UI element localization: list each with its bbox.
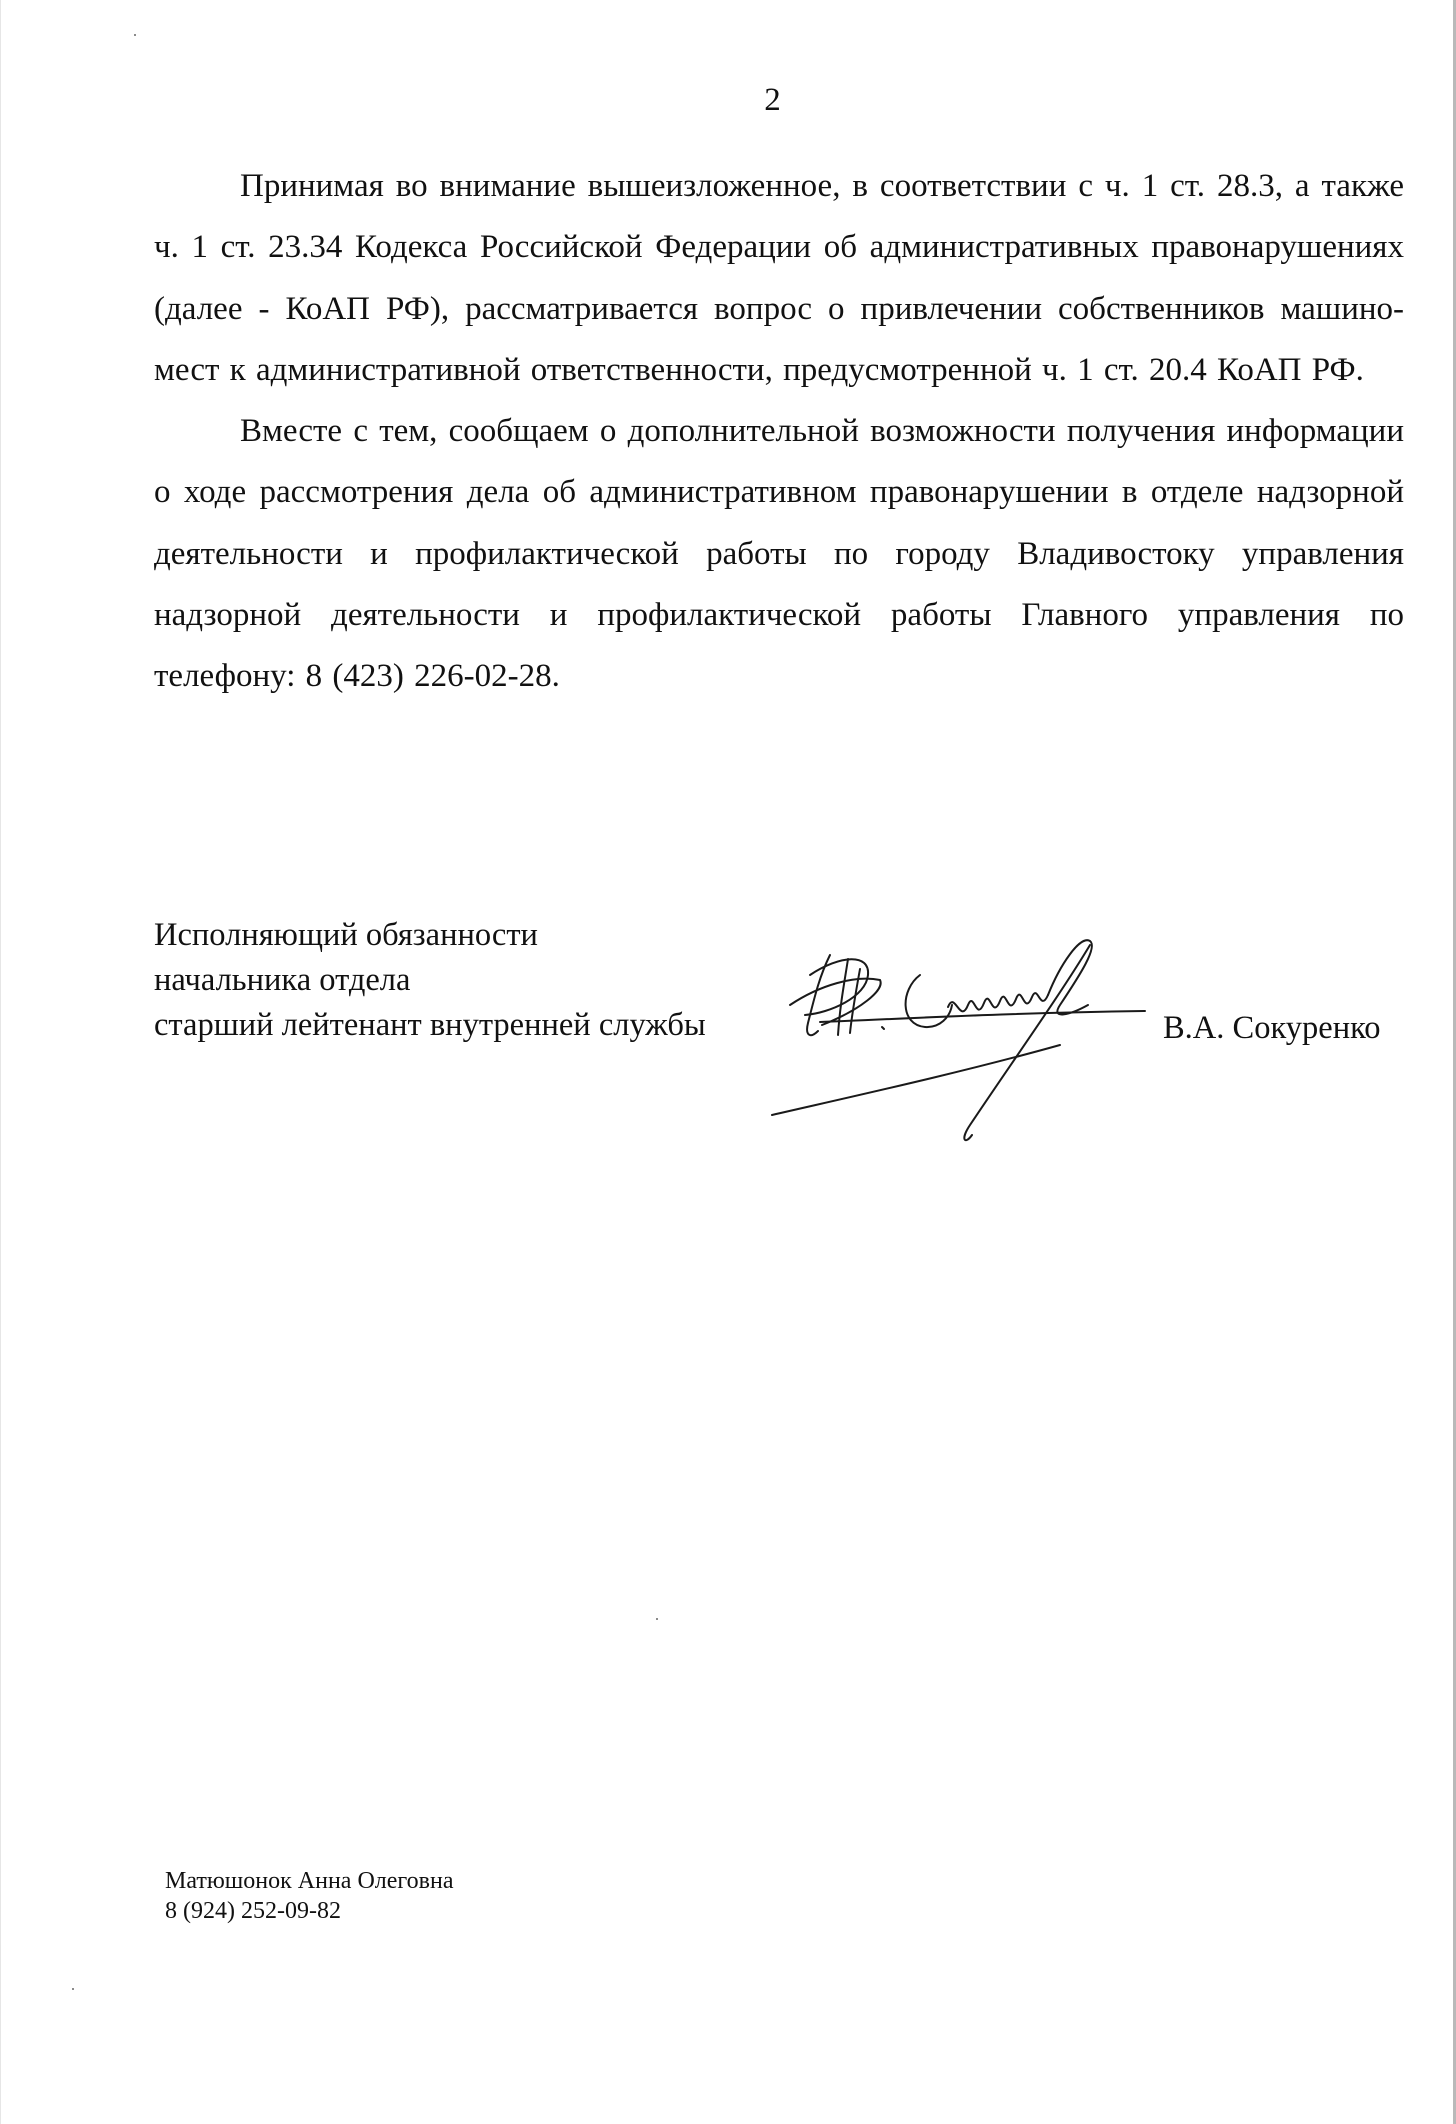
signatory-position <box>154 913 706 1048</box>
page-left-edge <box>0 0 1 2124</box>
executor-phone: 8 (924) 252-09-82 <box>165 1898 341 1924</box>
paragraph-legal-basis: Принимая во внимание вышеизложенное, в соответствии с ч. 1 ст. 28.3, а также ч. 1 ст. 23.34 Кодекса Российской Федерации об административных правонарушениях (далее - КоАП РФ), рассматривается вопрос о привлечении собственников машино-мест к административной ответственности, предусмотренной ч. 1 ст. 20.4 КоАП РФ. <box>154 168 1404 388</box>
scan-speck <box>134 34 136 36</box>
handwritten-signature <box>760 935 1160 1155</box>
signatory-name: В.А. Сокуренко <box>1163 1010 1381 1046</box>
scan-speck <box>72 1988 74 1990</box>
signatory-position-line: старший лейтенант внутренней службы <box>154 1007 706 1043</box>
page-number: 2 <box>764 82 781 118</box>
executor-name: Матюшонок Анна Олеговна <box>165 1868 454 1894</box>
letter-body <box>154 156 1404 708</box>
scan-speck <box>656 1618 658 1620</box>
signatory-position-line: Исполняющий обязанности <box>154 917 538 953</box>
paragraph-contact-info: Вместе с тем, сообщаем о дополнительной возможности получения информации о ходе рассмотрения дела об административном правонарушении в отделе надзорной деятельности и профилактической работы по городу Владивостоку управления надзорной деятельности и профилактической работы Главного управления по телефону: 8 (423) 226-02-28. <box>154 413 1404 695</box>
signatory-position-line: начальника отдела <box>154 962 411 998</box>
executor-info <box>165 1866 453 1926</box>
